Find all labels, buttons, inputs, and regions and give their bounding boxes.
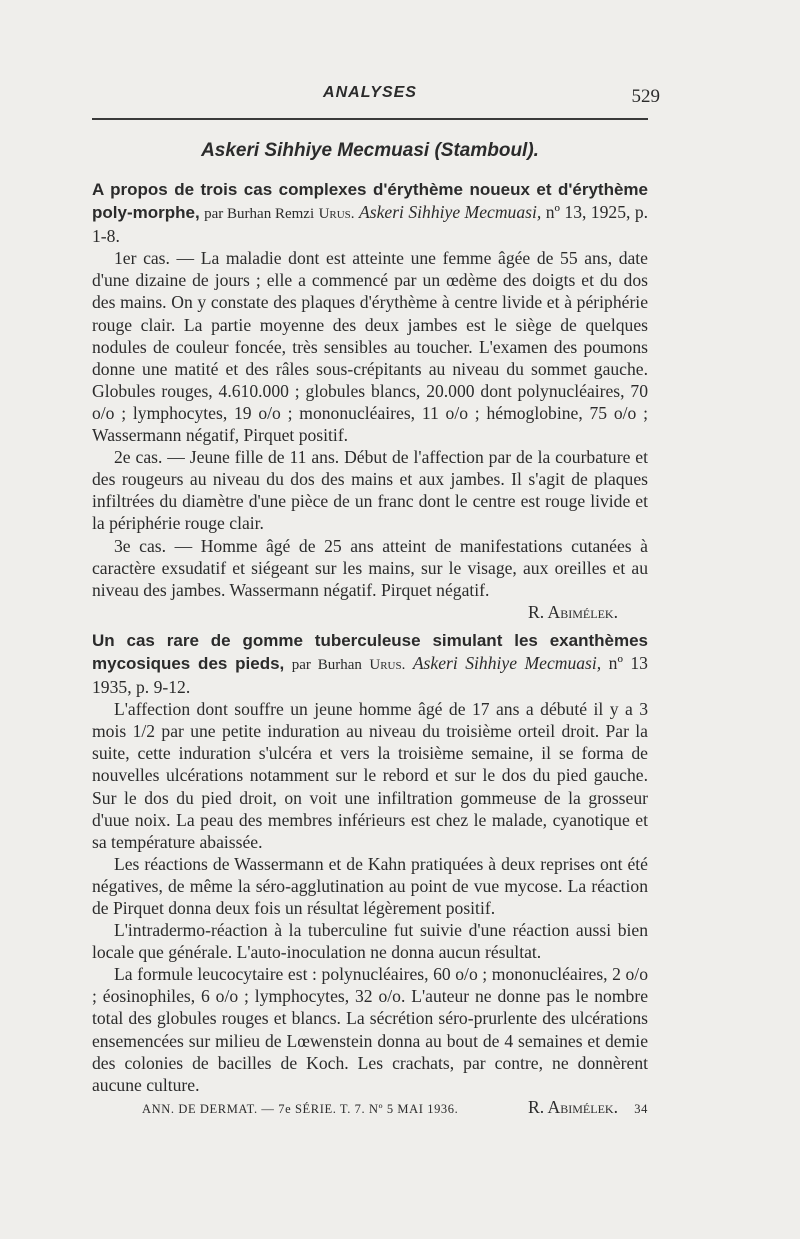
article-title: Un cas rare de gomme tuberculeuse simulant les exanthèmes mycosiques des pieds,	[92, 630, 648, 673]
paragraph: L'affection dont souffre un jeune homme âgé de 17 ans a débuté il y a 3 mois 1/2 par une petite induration au niveau du troisième orteil droit. Par la suite, cette induration s'ulcéra et vers la troisième semaine, il se forma de nouvelles ulcérations notamment sur le rebord et sur le dos du pied gauche. Sur le dos du pied droit, on voit une infiltration gommeuse de la grosseur d'uue noix. La peau des membres inférieurs est chez le malade, cyanotique et sa température abaissée.	[92, 699, 648, 852]
section-title: Askeri Sihhiye Mecmuasi (Stamboul).	[201, 140, 539, 161]
journal-name: Askeri Sihhiye Mecmuasi,	[412, 652, 602, 673]
article-heading	[92, 178, 648, 247]
article-title: A propos de trois cas complexes d'érythème noueux et d'érythème poly-morphe,	[92, 180, 648, 223]
byline-by: par Burhan Remzi	[204, 206, 315, 223]
article-heading	[92, 629, 648, 698]
journal-reference: nº 13, 1925, p. 1-8.	[92, 202, 649, 247]
author-name: Urus.	[369, 656, 406, 673]
article-2	[92, 629, 648, 1118]
footer-folio: 34	[634, 1102, 648, 1116]
page-number: 529	[631, 86, 660, 107]
paragraph: 3e cas. — Homme âgé de 25 ans atteint de manifestations cutanées à caractère exsudatif et siégeant sur les mains, sur le visage, aux oreilles et au niveau des jambes. Wassermann négatif. Pirquet négatif.	[92, 535, 648, 600]
paragraph: 2e cas. — Jeune fille de 11 ans. Début de l'affection par de la courbature et des rougeurs au niveau du dos des mains et aux jambes. Il s'agit de plaques infiltrées du diamètre d'une pièce de un franc dont le centre est rouge livide et la périphérie rouge clair.	[92, 447, 648, 534]
main-content	[92, 178, 648, 1118]
paragraph: L'intradermo-réaction à la tuberculine fut suivie d'une réaction aussi bien locale que générale. L'auto-inoculation ne donna aucun résultat.	[92, 920, 648, 963]
page-header	[92, 84, 660, 110]
journal-name: Askeri Sihhiye Mecmuasi,	[358, 202, 542, 223]
article-1	[92, 178, 648, 623]
paragraph: Les réactions de Wassermann et de Kahn pratiquées à deux reprises ont été négatives, de même la séro-agglutination au point de vue mycose. La réaction de Pirquet donna deux fois un résultat légèrement positif.	[92, 853, 648, 918]
footer-journal-info: ANN. DE DERMAT. — 7e SÉRIE. T. 7. Nº 5 MAI 1936.	[142, 1102, 459, 1116]
header-rule	[92, 118, 648, 120]
running-title: ANALYSES	[323, 84, 417, 101]
signature: R. Abimélek.	[528, 601, 618, 622]
journal-reference: nº 13 1935, p. 9-12.	[92, 652, 648, 698]
signature: R. Abimélek.	[528, 1096, 618, 1117]
paragraph: La formule leucocytaire est : polynucléaires, 60 o/o ; mononucléaires, 2 o/o ; éosinophiles, 6 o/o ; lymphocytes, 32 o/o. L'auteur ne donne pas le nombre total des globules rouges et blancs. La sécrétion séro-prurlente des ulcérations ensemencées sur milieu de Lœwenstein donna au bout de 4 semaines et demie des colonies de bacilles de Koch. Les crachats, par contre, ne donnèrent aucune culture.	[92, 964, 648, 1095]
paragraph: 1er cas. — La maladie dont est atteinte une femme âgée de 55 ans, date d'une dizaine de jours ; elle a commencé par un œdème des doigts et du dos des mains. On y constate des plaques d'érythème à centre livide et à périphérie rouge clair. La partie moyenne des deux jambes est le siège de quelques nodules de couleur foncée, très sensibles au toucher. L'examen des poumons donne une matité et des râles sous-crépitants au niveau du sommet gauche. Globules rouges, 4.610.000 ; globules blancs, 20.000 dont polynucléaires, 70 o/o ; lymphocytes, 19 o/o ; mononucléaires, 11 o/o ; hémoglobine, 75 o/o ; Wassermann négatif, Pirquet positif.	[92, 248, 648, 446]
author-name: Urus.	[318, 206, 355, 223]
byline-by: par Burhan	[291, 656, 362, 673]
